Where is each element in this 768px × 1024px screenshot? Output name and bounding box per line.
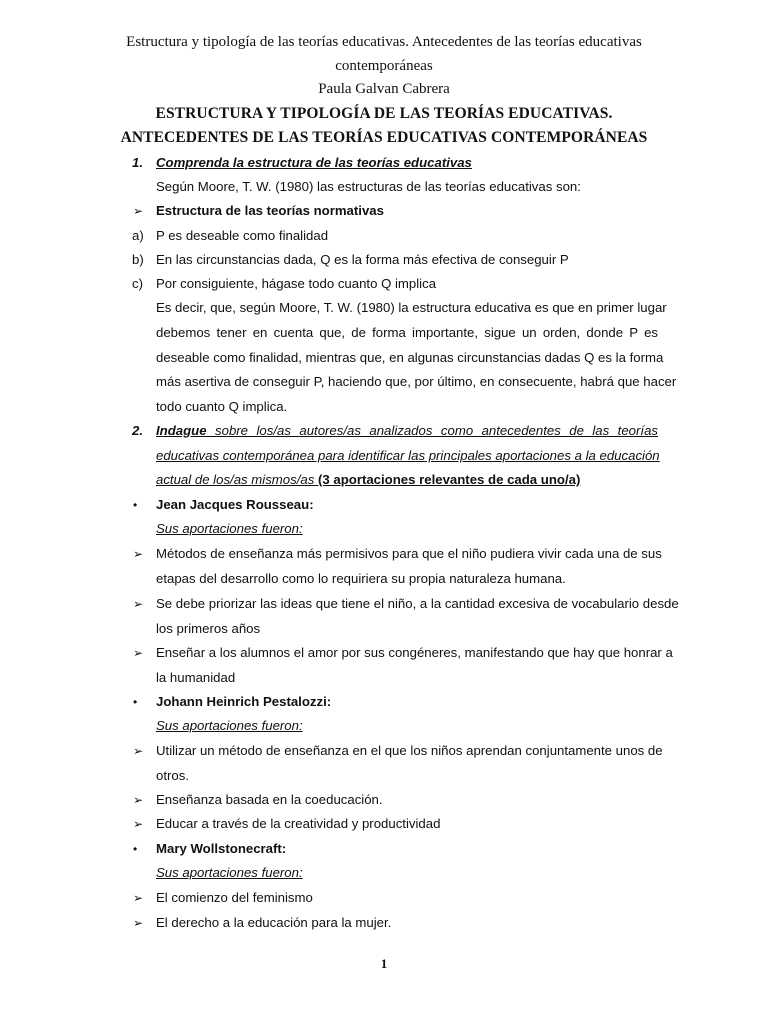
bullet-icon: • [133, 842, 138, 856]
contribution-line: otros. [156, 768, 189, 783]
contribution-line: Se debe priorizar las ideas que tiene el niño, a la cantidad excesiva de vocabulario desde [156, 596, 679, 611]
section2-heading-note: (3 aportaciones relevantes de cada uno/a) [317, 472, 581, 487]
section1-number: 1. [132, 155, 143, 170]
arrow-bullet-icon: ➢ [133, 646, 144, 660]
arrow-bullet-icon: ➢ [133, 204, 144, 218]
contribution-line: Utilizar un método de enseñanza en el que los niños aprendan conjuntamente unos de [156, 743, 663, 758]
list-marker-a: a) [132, 228, 144, 243]
section1-subheading: Estructura de las teorías normativas [156, 203, 384, 218]
paragraph-line: deseable como finalidad, mientras que, en algunas circunstancias dadas Q es la forma [156, 350, 664, 365]
contributions-label: Sus aportaciones fueron: [156, 865, 303, 880]
header-title-line2: contemporáneas [335, 58, 433, 74]
author-name: Johann Heinrich Pestalozzi: [156, 694, 332, 709]
paragraph-line: todo cuanto Q implica. [156, 399, 288, 414]
section2-heading-bold: Indague [156, 423, 207, 438]
list-marker-b: b) [132, 252, 144, 267]
author-name: Mary Wollstonecraft: [156, 841, 287, 856]
contribution-line: El comienzo del feminismo [156, 890, 313, 905]
section2-number: 2. [132, 423, 143, 438]
contribution-line: Enseñanza basada en la coeducación. [156, 792, 383, 807]
section1-intro: Según Moore, T. W. (1980) las estructuras de las teorías educativas son: [156, 179, 581, 194]
paragraph-line: debemos tener en cuenta que, de forma importante, sigue un orden, donde P es [156, 325, 658, 340]
section2-heading-line1 [156, 423, 658, 438]
arrow-bullet-icon: ➢ [133, 916, 144, 930]
section2-heading-rest: sobre los/as autores/as analizados como antecedentes de las teorías [206, 423, 658, 438]
header-title-line1: Estructura y tipología de las teorías educativas. Antecedentes de las teorías educativas [126, 34, 642, 50]
section2-heading-italic: actual de los/as mismos/as [156, 472, 318, 487]
contribution-line: El derecho a la educación para la mujer. [156, 915, 392, 930]
contribution-line: Educar a través de la creatividad y productividad [156, 816, 441, 831]
arrow-bullet-icon: ➢ [133, 597, 144, 611]
contribution-line: etapas del desarrollo como lo requiriera su propia naturaleza humana. [156, 571, 566, 586]
document-title-line1: ESTRUCTURA Y TIPOLOGÍA DE LAS TEORÍAS EDUCATIVAS. [155, 105, 613, 122]
section2-heading-line3 [156, 472, 580, 487]
author-name: Jean Jacques Rousseau: [156, 497, 314, 512]
contribution-line: la humanidad [156, 670, 236, 685]
list-item-a: P es deseable como finalidad [156, 228, 329, 243]
bullet-icon: • [133, 695, 138, 709]
contributions-label: Sus aportaciones fueron: [156, 521, 303, 536]
arrow-bullet-icon: ➢ [133, 744, 144, 758]
contributions-label: Sus aportaciones fueron: [156, 718, 303, 733]
list-marker-c: c) [132, 276, 143, 291]
contribution-line: Métodos de enseñanza más permisivos para que el niño pudiera vivir cada una de sus [156, 546, 662, 561]
list-item-b: En las circunstancias dada, Q es la forma más efectiva de conseguir P [156, 252, 569, 267]
paragraph-line: Es decir, que, según Moore, T. W. (1980) la estructura educativa es que en primer lugar [156, 300, 667, 315]
section2-heading-line2: educativas contemporánea para identificar las principales aportaciones a la educación [156, 448, 660, 463]
header-author: Paula Galvan Cabrera [318, 81, 450, 97]
arrow-bullet-icon: ➢ [133, 817, 144, 831]
arrow-bullet-icon: ➢ [133, 547, 144, 561]
bullet-icon: • [133, 498, 138, 512]
list-item-c: Por consiguiente, hágase todo cuanto Q implica [156, 276, 437, 291]
contribution-line: Enseñar a los alumnos el amor por sus congéneres, manifestando que hay que honrar a [156, 645, 673, 660]
page-number: 1 [380, 956, 388, 971]
arrow-bullet-icon: ➢ [133, 793, 144, 807]
paragraph-line: más asertiva de conseguir P, haciendo que, por último, en consecuente, habrá que hacer [156, 374, 677, 389]
contribution-line: los primeros años [156, 621, 261, 636]
arrow-bullet-icon: ➢ [133, 891, 144, 905]
section1-heading: Comprenda la estructura de las teorías educativas [156, 155, 472, 170]
document-title-line2: ANTECEDENTES DE LAS TEORÍAS EDUCATIVAS CONTEMPORÁNEAS [120, 129, 648, 146]
